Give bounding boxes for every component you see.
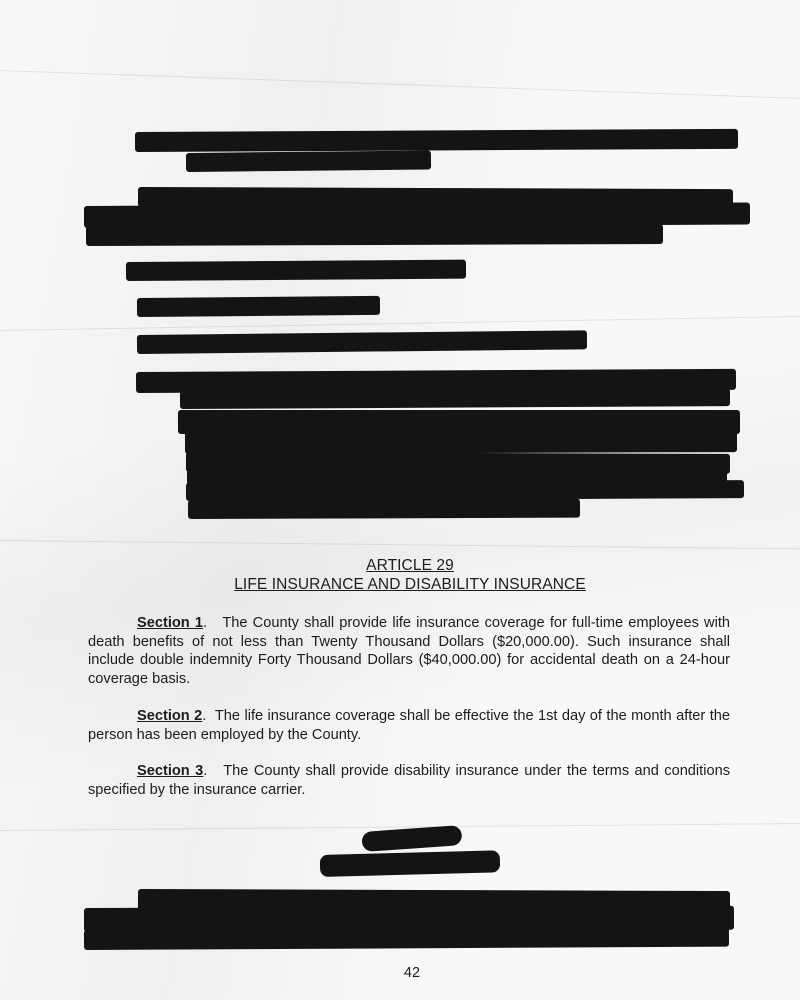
redaction-bar: [86, 224, 663, 246]
redaction-bar: [180, 388, 730, 409]
article-number: ARTICLE 29: [366, 557, 454, 574]
section-heading-period: .: [202, 708, 211, 724]
section-heading: Section 1: [137, 615, 204, 631]
page-number: 42: [403, 965, 421, 981]
redaction-bar: [186, 150, 431, 172]
section-paragraph: [88, 707, 730, 744]
paper-crease: [0, 540, 800, 549]
paper-crease: [0, 316, 800, 331]
section-paragraph: [88, 762, 730, 799]
section-heading: Section 2: [137, 708, 203, 724]
section-heading: Section 3: [137, 763, 204, 779]
section-heading-period: .: [203, 615, 218, 631]
redaction-bar: [361, 825, 462, 852]
paper-crease: [0, 70, 800, 99]
redaction-bar: [126, 260, 466, 281]
section-text: The County shall provide disability insurance under the terms and conditions specified by the insurance carrier.: [88, 763, 730, 798]
redaction-bar: [137, 296, 380, 317]
article-title: LIFE INSURANCE AND DISABILITY INSURANCE: [234, 576, 586, 593]
redaction-bar: [188, 499, 580, 519]
redaction-bar: [185, 428, 737, 454]
redaction-bar: [84, 927, 729, 950]
section-heading-period: .: [203, 763, 219, 779]
redaction-bar: [320, 850, 501, 877]
section-paragraph: [88, 614, 730, 688]
redaction-bar: [186, 480, 744, 501]
section-text: The life insurance coverage shall be effective the 1st day of the month after the person has been employed by the County.: [88, 708, 730, 743]
redaction-bar: [135, 129, 738, 152]
redaction-bar: [137, 330, 587, 354]
section-text: The County shall provide life insurance coverage for full-time employees with death benefits of not less than Twenty Thousand Dollars ($20,000.00). Such insurance shall include double indemnity Forty Thousand Dollars ($40,000.00) for accidental death on a 24-hour coverage basis.: [88, 615, 730, 687]
